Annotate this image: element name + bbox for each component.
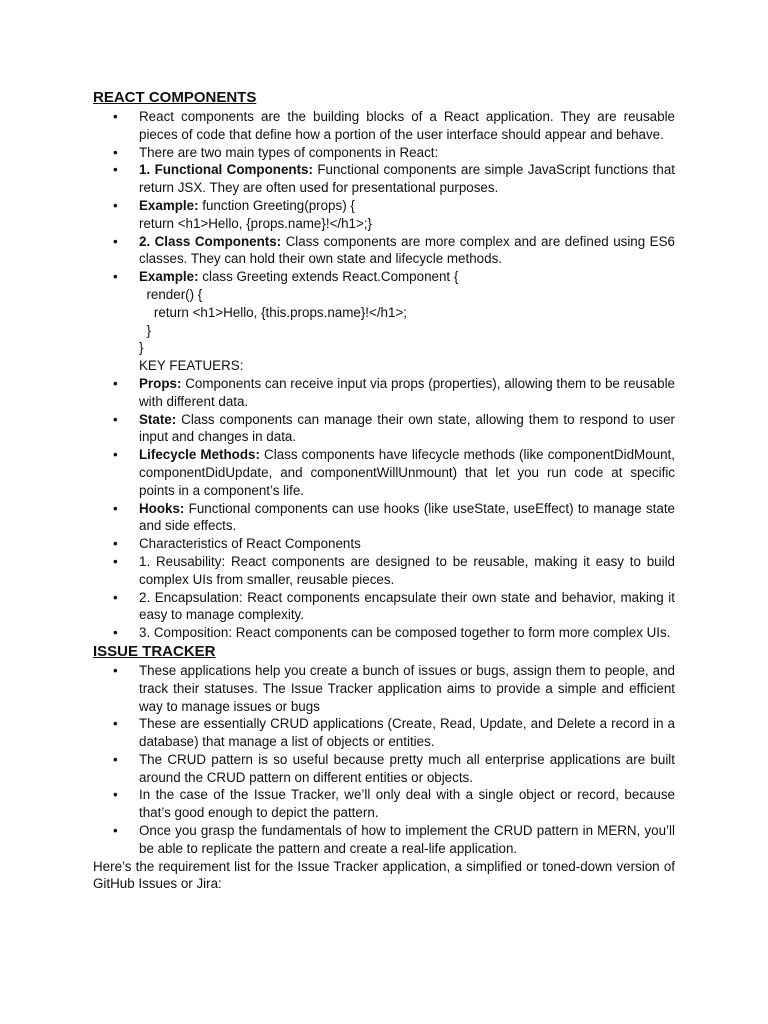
item-label: 2. Class Components: <box>139 233 282 249</box>
list-item <box>93 715 675 751</box>
item-text: React components are the building blocks of a React application. They are reusable pieces of code that define how a portion of the user interface should appear and behave. <box>139 109 675 142</box>
list-item <box>93 624 675 642</box>
item-text: The CRUD pattern is so useful because pretty much all enterprise applications are built around the CRUD pattern on different entities or objects. <box>139 751 675 785</box>
requirements-intro: Here’s the requirement list for the Issue Tracker application, a simplified or toned-down version of GitHub Issues or Jira: <box>93 858 675 892</box>
item-label: Props: <box>139 375 182 391</box>
item-text: 3. Composition: React components can be composed together to form more complex UIs. <box>139 625 671 641</box>
list-item <box>93 553 675 589</box>
issue-tracker-heading: ISSUE TRACKER <box>93 642 216 660</box>
code-line: } <box>139 322 151 338</box>
item-label: 1. Functional Components: <box>139 162 313 178</box>
item-label: Example: <box>139 197 199 213</box>
code-line: return <h1>Hello, {props.name}!</h1>;} <box>139 215 373 231</box>
code-line: } <box>139 340 144 356</box>
item-text: class Greeting extends React.Component { <box>198 269 459 285</box>
item-text: Functional components are simple JavaScript functions that return JSX. They are often used for presentational purposes. <box>139 162 675 196</box>
item-text: Characteristics of React Components <box>139 536 361 552</box>
item-text: These applications help you create a bunch of issues or bugs, assign them to people, and track their statuses. The Issue Tracker application aims to provide a simple and efficient way to manage issues or bugs <box>139 662 675 714</box>
item-label: State: <box>139 411 177 427</box>
item-text: These are essentially CRUD applications (Create, Read, Update, and Delete a record in a database) that manage a list of objects or entities. <box>139 716 675 750</box>
item-text: There are two main types of components in React: <box>139 144 439 160</box>
item-text: function Greeting(props) { <box>198 197 355 213</box>
item-text: Components can receive input via props (properties), allowing them to be reusable with different data. <box>139 375 675 409</box>
list-item <box>93 786 675 822</box>
issue-tracker-list <box>93 662 675 858</box>
list-item <box>93 822 675 858</box>
key-features-label: KEY FEATUERS: <box>139 358 244 374</box>
list-item <box>93 662 675 715</box>
item-text: Class components are more complex and are defined using ES6 classes. They can hold their own state and lifecycle methods. <box>139 233 675 267</box>
list-item <box>93 108 675 144</box>
list-item <box>93 161 675 197</box>
item-text: Class components can manage their own state, allowing them to respond to user input and changes in data. <box>139 411 675 445</box>
item-text: Once you grasp the fundamentals of how to implement the CRUD pattern in MERN, you’ll be able to replicate the pattern and create a real-life application. <box>139 823 675 856</box>
list-item <box>93 411 675 447</box>
list-item <box>93 268 675 375</box>
list-item <box>93 446 675 499</box>
list-item <box>93 233 675 269</box>
item-label: Lifecycle Methods: <box>139 447 260 463</box>
react-components-heading: REACT COMPONENTS <box>93 89 257 106</box>
item-label: Hooks: <box>139 500 185 516</box>
list-item <box>93 144 675 162</box>
list-item <box>93 197 675 233</box>
document-content <box>93 88 675 893</box>
item-text: In the case of the Issue Tracker, we’ll only deal with a single object or record, because that’s good enough to depict the pattern. <box>139 787 675 821</box>
code-line: return <h1>Hello, {this.props.name}!</h1>; <box>139 304 407 320</box>
item-text: Class components have lifecycle methods (like componentDidMount, componentDidUpdate, and componentWillUnmount) that let you run code at specific points in a component’s life. <box>139 447 675 498</box>
item-label: Example: <box>139 269 199 285</box>
list-item <box>93 500 675 536</box>
list-item <box>93 751 675 787</box>
item-text: 1. Reusability: React components are designed to be reusable, making it easy to build complex UIs from smaller, reusable pieces. <box>139 553 675 587</box>
react-components-list <box>93 108 675 642</box>
list-item <box>93 375 675 411</box>
list-item <box>93 535 675 553</box>
item-text: 2. Encapsulation: React components encapsulate their own state and behavior, making it easy to manage complexity. <box>139 589 675 623</box>
list-item <box>93 589 675 625</box>
code-line: render() { <box>139 286 203 302</box>
item-text: Functional components can use hooks (like useState, useEffect) to manage state and side effects. <box>139 500 675 534</box>
